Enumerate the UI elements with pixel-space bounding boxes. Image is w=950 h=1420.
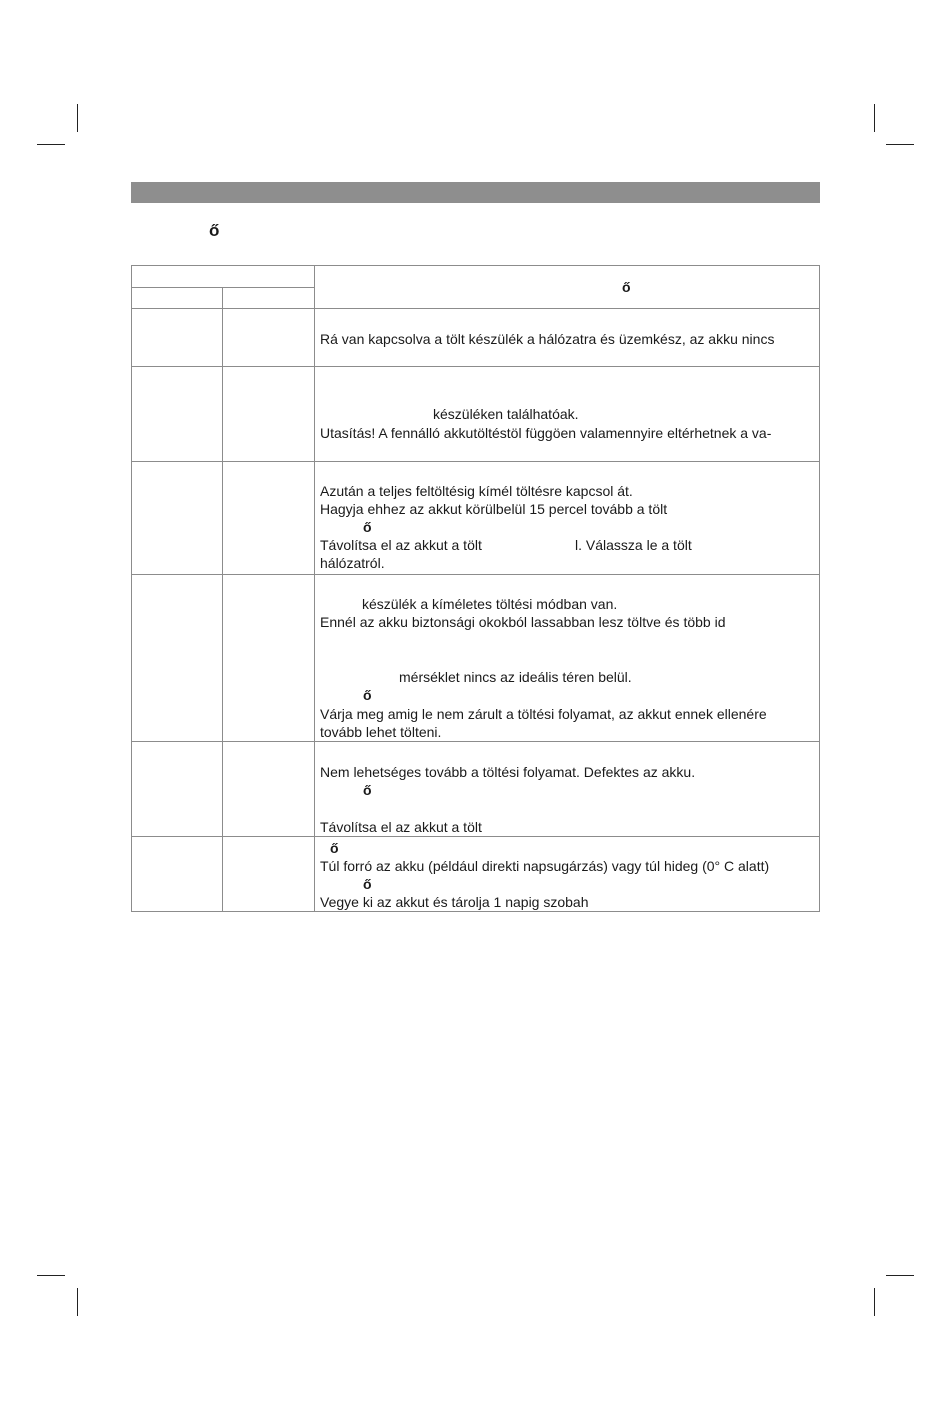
column-divider xyxy=(314,266,315,911)
row-4-line-6: tovább lehet tölteni. xyxy=(320,724,442,740)
row-3-line-5: l. Válassza le a tölt xyxy=(575,537,692,553)
row-5-line-1: Nem lehetséges tovább a töltési folyamat. Defektes az akku. xyxy=(320,764,696,780)
row-4-line-5: Várja meg amig le nem zárult a töltési folyamat, az akkut ennek ellenére xyxy=(320,706,767,722)
header-description: ő xyxy=(622,279,631,295)
row-4-line-4: ő xyxy=(363,687,372,703)
row-3-line-1: Azután a teljes feltöltésig kímél töltésre kapcsol át. xyxy=(320,483,633,499)
row-divider xyxy=(132,836,819,837)
row-6-line-4: Vegye ki az akkut és tárolja 1 napig szobah xyxy=(320,894,589,910)
crop-mark xyxy=(886,144,914,145)
row-divider xyxy=(132,308,819,309)
crop-mark xyxy=(77,104,78,132)
row-4-line-2: Ennél az akku biztonsági okokból lassabban lesz töltve és több id xyxy=(320,614,726,630)
crop-mark xyxy=(77,1288,78,1316)
row-4-line-3: mérséklet nincs az ideális téren belül. xyxy=(399,669,632,685)
section-heading: ő xyxy=(209,221,220,240)
row-2-line-1: készüléken találhatóak. xyxy=(433,406,579,422)
row-3-line-4: Távolítsa el az akkut a tölt xyxy=(320,537,482,553)
row-1-line-1: Rá van kapcsolva a tölt készülék a hálózatra és üzemkész, az akku nincs xyxy=(320,331,775,347)
row-divider xyxy=(132,741,819,742)
row-3-line-6: hálózatról. xyxy=(320,555,385,571)
status-table xyxy=(131,265,820,912)
row-5-line-2: ő xyxy=(363,782,372,798)
row-6-line-2: Túl forró az akku (például direkti napsugárzás) vagy túl hideg (0° C alatt) xyxy=(320,858,770,874)
crop-mark xyxy=(874,1288,875,1316)
header-subdivider xyxy=(132,287,314,288)
row-4-line-1: készülék a kíméletes töltési módban van. xyxy=(362,596,618,612)
row-2-line-2: Utasítás! A fennálló akkutöltéstöl függöen valamennyire eltérhetnek a va- xyxy=(320,425,772,441)
row-3-line-2: Hagyja ehhez az akkut körülbelül 15 percel tovább a tölt xyxy=(320,501,668,517)
row-3-line-3: ő xyxy=(363,519,372,535)
crop-mark xyxy=(37,144,65,145)
crop-mark xyxy=(886,1275,914,1276)
crop-mark xyxy=(37,1275,65,1276)
row-divider xyxy=(132,461,819,462)
row-6-line-3: ő xyxy=(363,876,372,892)
row-divider xyxy=(132,574,819,575)
row-5-line-3: Távolítsa el az akkut a tölt xyxy=(320,819,482,835)
crop-mark xyxy=(874,104,875,132)
row-6-line-1: ő xyxy=(330,840,339,856)
row-divider xyxy=(132,366,819,367)
column-divider xyxy=(222,287,223,911)
section-header-bar xyxy=(131,182,820,203)
